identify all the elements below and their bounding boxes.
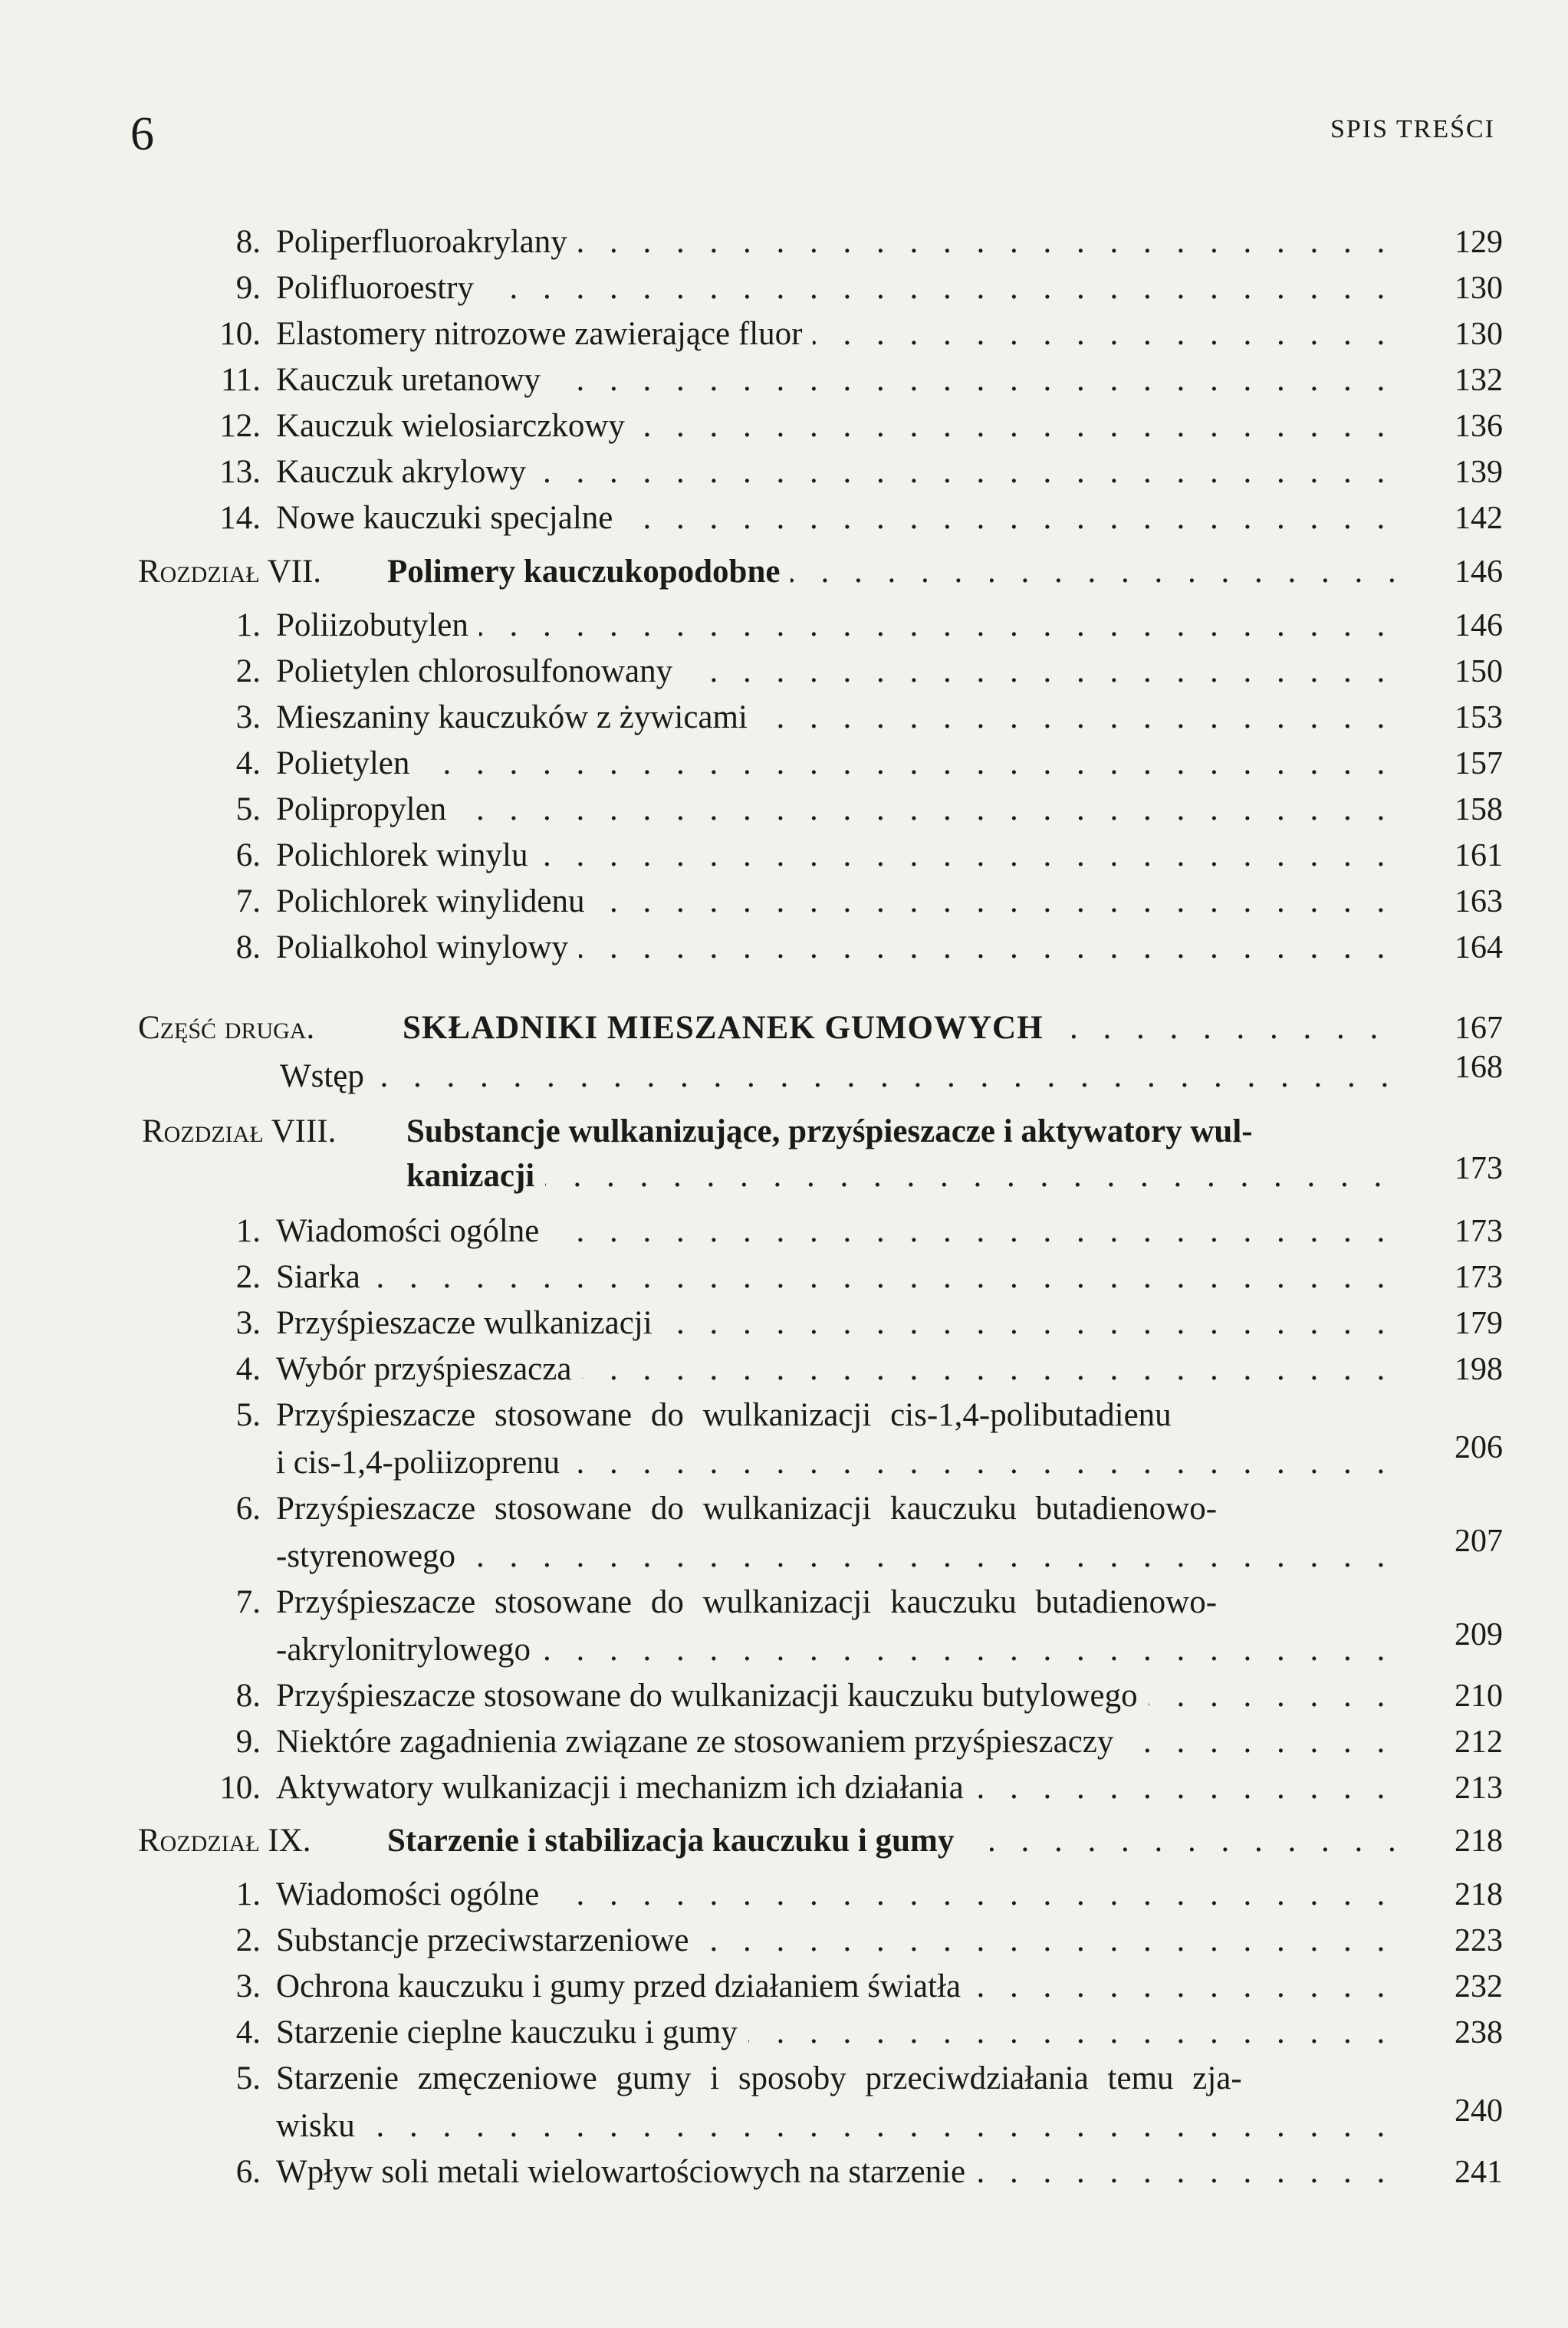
entry-title [276, 452, 1395, 492]
entry-page: 132 [1455, 363, 1503, 398]
part-label: Część druga. [138, 1010, 315, 1046]
entry-title [276, 928, 1395, 968]
entry-page: 153 [1455, 700, 1503, 735]
entry-title-text: Kauczuk akrylowy [276, 454, 537, 490]
entry-title [276, 1875, 1395, 1915]
entry-title-text: Polietylen chlorosulfonowany [276, 653, 683, 689]
entry-page: 173 [1455, 1214, 1503, 1249]
entry-number: 10. [219, 1770, 261, 1806]
entry-title-text: -akrylonitrylowego [276, 1632, 541, 1668]
entry-title [276, 698, 1395, 738]
entry-number: 5. [235, 2060, 261, 2096]
entry-title [276, 268, 1395, 308]
entry-page: 240 [1455, 2093, 1503, 2129]
chapter-label: Rozdział VIII. [142, 1113, 337, 1149]
chapter-page: 146 [1455, 554, 1503, 590]
part-page: 167 [1455, 1011, 1503, 1046]
entry-number: 5. [235, 1397, 261, 1433]
toc-entry [0, 1768, 1568, 1814]
entry-page: 164 [1455, 930, 1503, 965]
entry-number: 8. [235, 224, 261, 260]
entry-title-text: Kauczuk uretanowy [276, 362, 551, 398]
toc-entry [0, 836, 1568, 882]
entry-page: 157 [1455, 746, 1503, 781]
entry-title [276, 1443, 1395, 1483]
toc-entry [0, 360, 1568, 406]
entry-title [276, 882, 1395, 922]
entry-page: 238 [1455, 2015, 1503, 2050]
entry-number: 4. [235, 1351, 261, 1387]
entry-title [276, 498, 1395, 538]
entry-number: 7. [235, 1584, 261, 1620]
entry-page: 212 [1455, 1725, 1503, 1760]
toc-entry [0, 1875, 1568, 1921]
entry-title-text: Polietylen [276, 745, 420, 781]
toc-entry [0, 1258, 1568, 1304]
entry-title-text: -styrenowego [276, 1538, 466, 1574]
entry-title-text: Siarka [276, 1259, 371, 1295]
entry-title-text: Substancje przeciwstarzeniowe [276, 1922, 699, 1958]
entry-title [276, 2152, 1395, 2192]
entry-title-text: Polichlorek winylidenu [276, 883, 595, 919]
entry-title [276, 1212, 1395, 1251]
entry-title-text: Polichlorek winylu [276, 837, 538, 873]
entry-title [276, 1350, 1395, 1389]
entry-number: 9. [235, 1724, 261, 1760]
part-title-text: SKŁADNIKI MIESZANEK GUMOWYCH [403, 1010, 1054, 1046]
entry-number: 7. [235, 883, 261, 919]
entry-page: 130 [1455, 317, 1503, 352]
entry-title [276, 1537, 1395, 1577]
entry-page: 129 [1455, 225, 1503, 260]
entry-title-text: Kauczuk wielosiarczkowy [276, 408, 636, 444]
intro-title [280, 1057, 1395, 1097]
entry-title-line1: Przyśpieszacze stosowane do wulkanizacji cis-1,4-polibutadienu [276, 1397, 1172, 1433]
entry-title [276, 1630, 1395, 1670]
intro-page: 168 [1455, 1050, 1503, 1085]
chapter-page: 173 [1455, 1151, 1503, 1186]
entry-page: 136 [1455, 409, 1503, 444]
toc-entry [0, 1350, 1568, 1396]
entry-page: 158 [1455, 792, 1503, 827]
toc-entry [0, 452, 1568, 498]
toc-entry [0, 652, 1568, 698]
toc-entry [0, 498, 1568, 544]
entry-page: 142 [1455, 501, 1503, 536]
running-title: SPIS TREŚCI [1330, 115, 1495, 143]
entry-number: 13. [219, 454, 261, 490]
entry-page: 198 [1455, 1352, 1503, 1387]
entry-title-text: Mieszaniny kauczuków z żywicami [276, 699, 758, 735]
entry-number: 1. [235, 1876, 261, 1912]
entry-number: 1. [235, 1213, 261, 1249]
chapter-title-text: kanizacji [406, 1158, 545, 1194]
chapter-title-line1: Substancje wulkanizujące, przyśpieszacze i aktywatory wul- [406, 1113, 1253, 1149]
entry-title [276, 1722, 1395, 1762]
entry-title [276, 314, 1395, 354]
chapter-title-text: Starzenie i stabilizacja kauczuku i gumy [387, 1823, 965, 1859]
toc-entry [0, 314, 1568, 360]
entry-number: 3. [235, 699, 261, 735]
entry-page: 213 [1455, 1771, 1503, 1806]
toc-entry [0, 744, 1568, 790]
entry-title [276, 2013, 1395, 2053]
entry-page: 173 [1455, 1260, 1503, 1295]
entry-page: 130 [1455, 271, 1503, 306]
entry-page: 207 [1455, 1524, 1503, 1559]
entry-number: 9. [235, 270, 261, 306]
entry-title-text: Polialkohol winylowy [276, 929, 579, 965]
toc-entry [0, 882, 1568, 928]
chapter-page: 218 [1455, 1823, 1503, 1859]
entry-page: 150 [1455, 654, 1503, 689]
entry-title-text: Nowe kauczuki specjalne [276, 500, 623, 536]
entry-title-text: Aktywatory wulkanizacji i mechanizm ich działania [276, 1770, 975, 1806]
entry-page: 161 [1455, 838, 1503, 873]
chapter-label: Rozdział VII. [138, 554, 322, 590]
entry-title [276, 606, 1395, 646]
toc-entry [0, 2013, 1568, 2059]
entry-title [276, 1304, 1395, 1343]
entry-title [276, 222, 1395, 262]
entry-page: 223 [1455, 1923, 1503, 1958]
entry-title-text: Wiadomości ogólne [276, 1213, 550, 1249]
entry-number: 11. [220, 362, 261, 398]
entry-number: 2. [235, 653, 261, 689]
entry-title-line1: Starzenie zmęczeniowe gumy i sposoby przeciwdziałania temu zja- [276, 2060, 1242, 2096]
entry-title-text: i cis-1,4-poliizoprenu [276, 1445, 570, 1481]
entry-page: 179 [1455, 1306, 1503, 1341]
entry-number: 5. [235, 791, 261, 827]
entry-title-line1: Przyśpieszacze stosowane do wulkanizacji kauczuku butadienowo- [276, 1491, 1218, 1527]
entry-number: 8. [235, 929, 261, 965]
entry-number: 3. [235, 1305, 261, 1341]
toc-entry [0, 790, 1568, 836]
entry-number: 6. [235, 2154, 261, 2190]
toc-entry [0, 268, 1568, 314]
entry-title [276, 1676, 1395, 1716]
entry-number: 10. [219, 316, 261, 352]
entry-title-text: Poliperfluoroakrylany [276, 224, 578, 260]
entry-title [276, 1768, 1395, 1808]
entry-title [276, 790, 1395, 830]
intro-title-text: Wstęp [280, 1058, 375, 1094]
entry-title [276, 1258, 1395, 1297]
entry-page: 209 [1455, 1617, 1503, 1652]
entry-title [276, 1967, 1395, 2007]
entry-page: 241 [1455, 2155, 1503, 2190]
entry-title-text: Starzenie cieplne kauczuku i gumy [276, 2014, 748, 2050]
chapter-title [387, 552, 1395, 592]
chapter-label: Rozdział IX. [138, 1823, 311, 1859]
toc-entry [0, 222, 1568, 268]
toc-entry [0, 1304, 1568, 1350]
entry-number: 6. [235, 837, 261, 873]
entry-title-text: Elastomery nitrozowe zawierające fluor [276, 316, 813, 352]
page-number: 6 [130, 108, 154, 160]
entry-number: 8. [235, 1678, 261, 1714]
entry-title-text: Przyśpieszacze stosowane do wulkanizacji kauczuku butylowego [276, 1678, 1149, 1714]
entry-title-text: Niektóre zagadnienia związane ze stosowaniem przyśpieszaczy [276, 1724, 1124, 1760]
entry-title-text: Wybór przyśpieszacza [276, 1351, 582, 1387]
entry-title [276, 406, 1395, 446]
entry-number: 12. [219, 408, 261, 444]
toc-entry [0, 698, 1568, 744]
toc-entry [0, 406, 1568, 452]
chapter-title-text: Polimery kauczukopodobne [387, 554, 791, 590]
entry-page: 163 [1455, 884, 1503, 919]
entry-number: 14. [219, 500, 261, 536]
entry-title [276, 1921, 1395, 1961]
entry-title-text: Ochrona kauczuku i gumy przed działaniem światła [276, 1968, 971, 2004]
toc-entry [0, 1722, 1568, 1768]
entry-title-text: Polifluoroestry [276, 270, 485, 306]
toc-entry [0, 2152, 1568, 2198]
part-title [403, 1008, 1395, 1048]
entry-number: 3. [235, 1968, 261, 2004]
entry-title-text: Przyśpieszacze wulkanizacji [276, 1305, 663, 1341]
entry-number: 1. [235, 607, 261, 643]
entry-title-text: wisku [276, 2108, 366, 2144]
entry-title [276, 744, 1395, 784]
entry-title [276, 652, 1395, 692]
entry-number: 6. [235, 1491, 261, 1527]
chapter-title [387, 1821, 1395, 1861]
entry-number: 2. [235, 1922, 261, 1958]
entry-title [276, 836, 1395, 876]
entry-page: 146 [1455, 608, 1503, 643]
entry-title [276, 2106, 1395, 2146]
entry-number: 4. [235, 745, 261, 781]
chapter-title [406, 1156, 1395, 1196]
toc-entry [0, 606, 1568, 652]
entry-page: 210 [1455, 1679, 1503, 1714]
entry-number: 2. [235, 1259, 261, 1295]
toc-entry [0, 928, 1568, 974]
toc-entry [0, 1676, 1568, 1722]
entry-title [276, 360, 1395, 400]
entry-page: 218 [1455, 1877, 1503, 1912]
entry-page: 139 [1455, 455, 1503, 490]
toc-entry [0, 1212, 1568, 1258]
entry-title-text: Wpływ soli metali wielowartościowych na starzenie [276, 2154, 976, 2190]
entry-number: 4. [235, 2014, 261, 2050]
entry-title-line1: Przyśpieszacze stosowane do wulkanizacji kauczuku butadienowo- [276, 1584, 1218, 1620]
toc-entry [0, 1921, 1568, 1967]
entry-title-text: Polipropylen [276, 791, 457, 827]
toc-entry [0, 1967, 1568, 2013]
entry-page: 232 [1455, 1969, 1503, 2004]
entry-page: 206 [1455, 1430, 1503, 1465]
entry-title-text: Poliizobutylen [276, 607, 479, 643]
entry-title-text: Wiadomości ogólne [276, 1876, 550, 1912]
